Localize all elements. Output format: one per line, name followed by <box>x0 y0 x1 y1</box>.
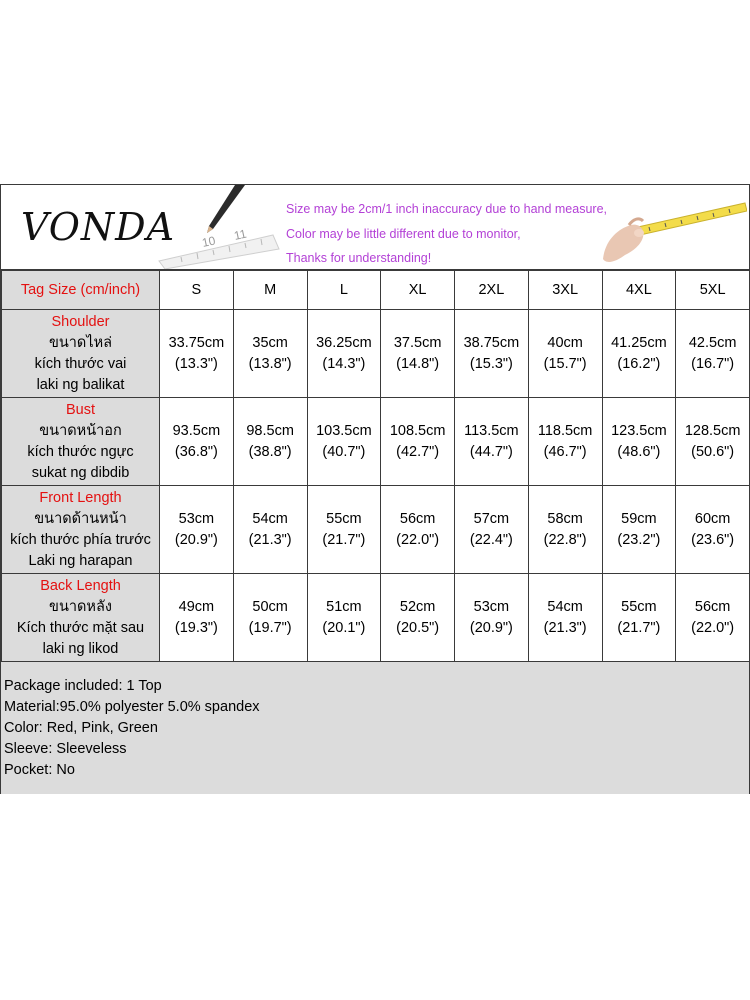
value-cm: 56cm <box>694 598 731 615</box>
value-cm: 49cm <box>178 598 215 615</box>
value-cm: 55cm <box>326 510 362 527</box>
value-cm: 60cm <box>694 510 731 527</box>
value-cm: 42.5cm <box>688 334 737 351</box>
table-cell <box>381 310 455 398</box>
value-cm: 54cm <box>547 598 583 615</box>
row-label-translation: ขนาดหลัง <box>49 598 112 615</box>
size-header-l: L <box>307 271 381 310</box>
value-cm: 53cm <box>178 510 215 527</box>
table-cell <box>233 486 307 574</box>
info-material: Material:95.0% polyester 5.0% spandex <box>4 699 260 715</box>
value-cm: 41.25cm <box>611 334 667 351</box>
info-sleeve: Sleeve: Sleeveless <box>4 741 127 757</box>
value-inch: (22.8") <box>543 531 587 548</box>
row-label-title: Shoulder <box>51 313 110 330</box>
value-inch: (13.8") <box>248 355 292 372</box>
value-cm: 51cm <box>326 598 362 615</box>
table-row-shoulder <box>2 310 750 398</box>
table-cell <box>676 574 750 662</box>
value-cm: 59cm <box>621 510 657 527</box>
value-inch: (20.9") <box>469 619 513 636</box>
table-cell <box>602 310 676 398</box>
value-inch: (23.2") <box>617 531 661 548</box>
size-header-2xl: 2XL <box>455 271 529 310</box>
value-cm: 58cm <box>547 510 583 527</box>
table-cell <box>455 398 529 486</box>
value-cm: 54cm <box>252 510 288 527</box>
value-inch: (15.7") <box>543 355 587 372</box>
value-inch: (20.9") <box>174 531 218 548</box>
table-row-front-length <box>2 486 750 574</box>
table-cell <box>676 486 750 574</box>
measuring-tape-hand-icon <box>599 189 747 265</box>
row-label-translation: Laki ng harapan <box>28 552 133 569</box>
value-inch: (42.7") <box>396 443 440 460</box>
value-inch: (16.2") <box>617 355 661 372</box>
value-inch: (40.7") <box>322 443 366 460</box>
row-label-cell <box>2 486 160 574</box>
table-cell <box>160 574 234 662</box>
row-label-cell <box>2 310 160 398</box>
table-cell <box>676 310 750 398</box>
row-label-translation: kích thước vai <box>34 355 127 372</box>
table-cell <box>307 398 381 486</box>
info-pocket: Pocket: No <box>4 762 75 778</box>
row-label-translation: ขนาดด้านหน้า <box>34 510 127 527</box>
value-cm: 56cm <box>399 510 436 527</box>
value-cm: 38.75cm <box>463 334 520 351</box>
row-label-translation: ขนาดไหล่ <box>48 334 113 351</box>
value-cm: 108.5cm <box>389 422 446 439</box>
tag-size-header: Tag Size (cm/inch) <box>2 271 160 310</box>
value-cm: 55cm <box>621 598 657 615</box>
table-cell <box>455 574 529 662</box>
banner <box>1 185 749 270</box>
table-cell <box>676 398 750 486</box>
value-inch: (19.7") <box>248 619 292 636</box>
table-cell <box>455 310 529 398</box>
product-info <box>1 661 749 794</box>
table-cell <box>602 574 676 662</box>
size-header-row <box>2 271 750 310</box>
value-cm: 40cm <box>547 334 583 351</box>
table-cell <box>381 574 455 662</box>
table-cell <box>528 574 602 662</box>
value-inch: (46.7") <box>543 443 587 460</box>
row-label-translation: laki ng likod <box>42 640 119 657</box>
value-inch: (21.7") <box>617 619 661 636</box>
size-header-s: S <box>160 271 234 310</box>
value-inch: (14.3") <box>322 355 366 372</box>
size-table <box>1 270 750 662</box>
table-row-back-length <box>2 574 750 662</box>
value-inch: (19.3") <box>174 619 218 636</box>
value-inch: (21.3") <box>543 619 587 636</box>
ruler-number: 11 <box>232 226 248 243</box>
measurement-notes <box>286 197 607 271</box>
brand-logo: VONDA <box>21 205 176 249</box>
value-inch: (50.6") <box>691 443 735 460</box>
value-inch: (16.7") <box>691 355 735 372</box>
table-cell <box>528 486 602 574</box>
ruler-number: 10 <box>200 233 217 250</box>
value-inch: (15.3") <box>469 355 513 372</box>
value-inch: (14.8") <box>396 355 440 372</box>
value-inch: (20.5") <box>396 619 440 636</box>
value-cm: 57cm <box>473 510 510 527</box>
table-cell <box>528 310 602 398</box>
table-cell <box>307 310 381 398</box>
ruler-pencil-icon <box>151 185 281 269</box>
value-cm: 118.5cm <box>537 422 593 439</box>
row-label-translation: laki ng balikat <box>36 376 125 393</box>
value-cm: 36.25cm <box>316 334 372 351</box>
row-label-cell <box>2 574 160 662</box>
value-cm: 98.5cm <box>246 422 294 439</box>
value-inch: (22.0") <box>396 531 440 548</box>
table-cell <box>160 310 234 398</box>
value-inch: (22.0") <box>691 619 735 636</box>
value-inch: (22.4") <box>469 531 513 548</box>
value-cm: 52cm <box>399 598 436 615</box>
value-inch: (36.8") <box>174 443 218 460</box>
row-label-translation: kích thước phía trước <box>10 531 151 548</box>
row-label-translation: kích thước ngực <box>27 443 134 460</box>
table-cell <box>307 486 381 574</box>
size-header-5xl: 5XL <box>676 271 750 310</box>
size-header-4xl: 4XL <box>602 271 676 310</box>
table-cell <box>455 486 529 574</box>
value-inch: (21.7") <box>322 531 366 548</box>
size-header-xl: XL <box>381 271 455 310</box>
row-label-title: Bust <box>65 401 95 418</box>
size-chart <box>0 184 750 794</box>
info-package: Package included: 1 Top <box>4 678 162 694</box>
table-cell <box>233 310 307 398</box>
value-inch: (21.3") <box>248 531 292 548</box>
size-header-m: M <box>233 271 307 310</box>
info-color: Color: Red, Pink, Green <box>4 720 158 736</box>
row-label-translation: sukat ng dibdib <box>31 464 130 481</box>
value-inch: (23.6") <box>691 531 735 548</box>
value-inch: (20.1") <box>322 619 366 636</box>
size-header-3xl: 3XL <box>528 271 602 310</box>
value-cm: 93.5cm <box>172 422 221 439</box>
value-cm: 103.5cm <box>316 422 372 439</box>
table-cell <box>528 398 602 486</box>
value-cm: 35cm <box>252 334 288 351</box>
table-cell <box>381 398 455 486</box>
table-cell <box>307 574 381 662</box>
table-cell <box>160 398 234 486</box>
value-cm: 113.5cm <box>464 422 519 439</box>
row-label-title: Front Length <box>39 489 122 506</box>
row-label-cell <box>2 398 160 486</box>
table-cell <box>381 486 455 574</box>
note-line: Color may be little different due to monitor, <box>286 226 521 241</box>
value-cm: 123.5cm <box>611 422 667 439</box>
row-label-translation: ขนาดหน้าอก <box>39 422 122 439</box>
table-cell <box>233 574 307 662</box>
row-label-translation: Kích thước mặt sau <box>16 619 145 636</box>
value-inch: (38.8") <box>248 443 292 460</box>
value-cm: 33.75cm <box>168 334 225 351</box>
value-cm: 37.5cm <box>393 334 442 351</box>
value-inch: (13.3") <box>174 355 218 372</box>
table-cell <box>160 486 234 574</box>
note-line: Thanks for understanding! <box>286 251 432 265</box>
value-inch: (44.7") <box>469 443 513 460</box>
value-cm: 53cm <box>473 598 510 615</box>
value-cm: 128.5cm <box>684 422 741 439</box>
row-label-title: Back Length <box>40 577 121 594</box>
table-cell <box>233 398 307 486</box>
note-line: Size may be 2cm/1 inch inaccuracy due to hand measure, <box>286 202 608 216</box>
table-row-bust <box>2 398 750 486</box>
value-cm: 50cm <box>252 598 288 615</box>
value-inch: (48.6") <box>617 443 661 460</box>
table-cell <box>602 486 676 574</box>
table-cell <box>602 398 676 486</box>
